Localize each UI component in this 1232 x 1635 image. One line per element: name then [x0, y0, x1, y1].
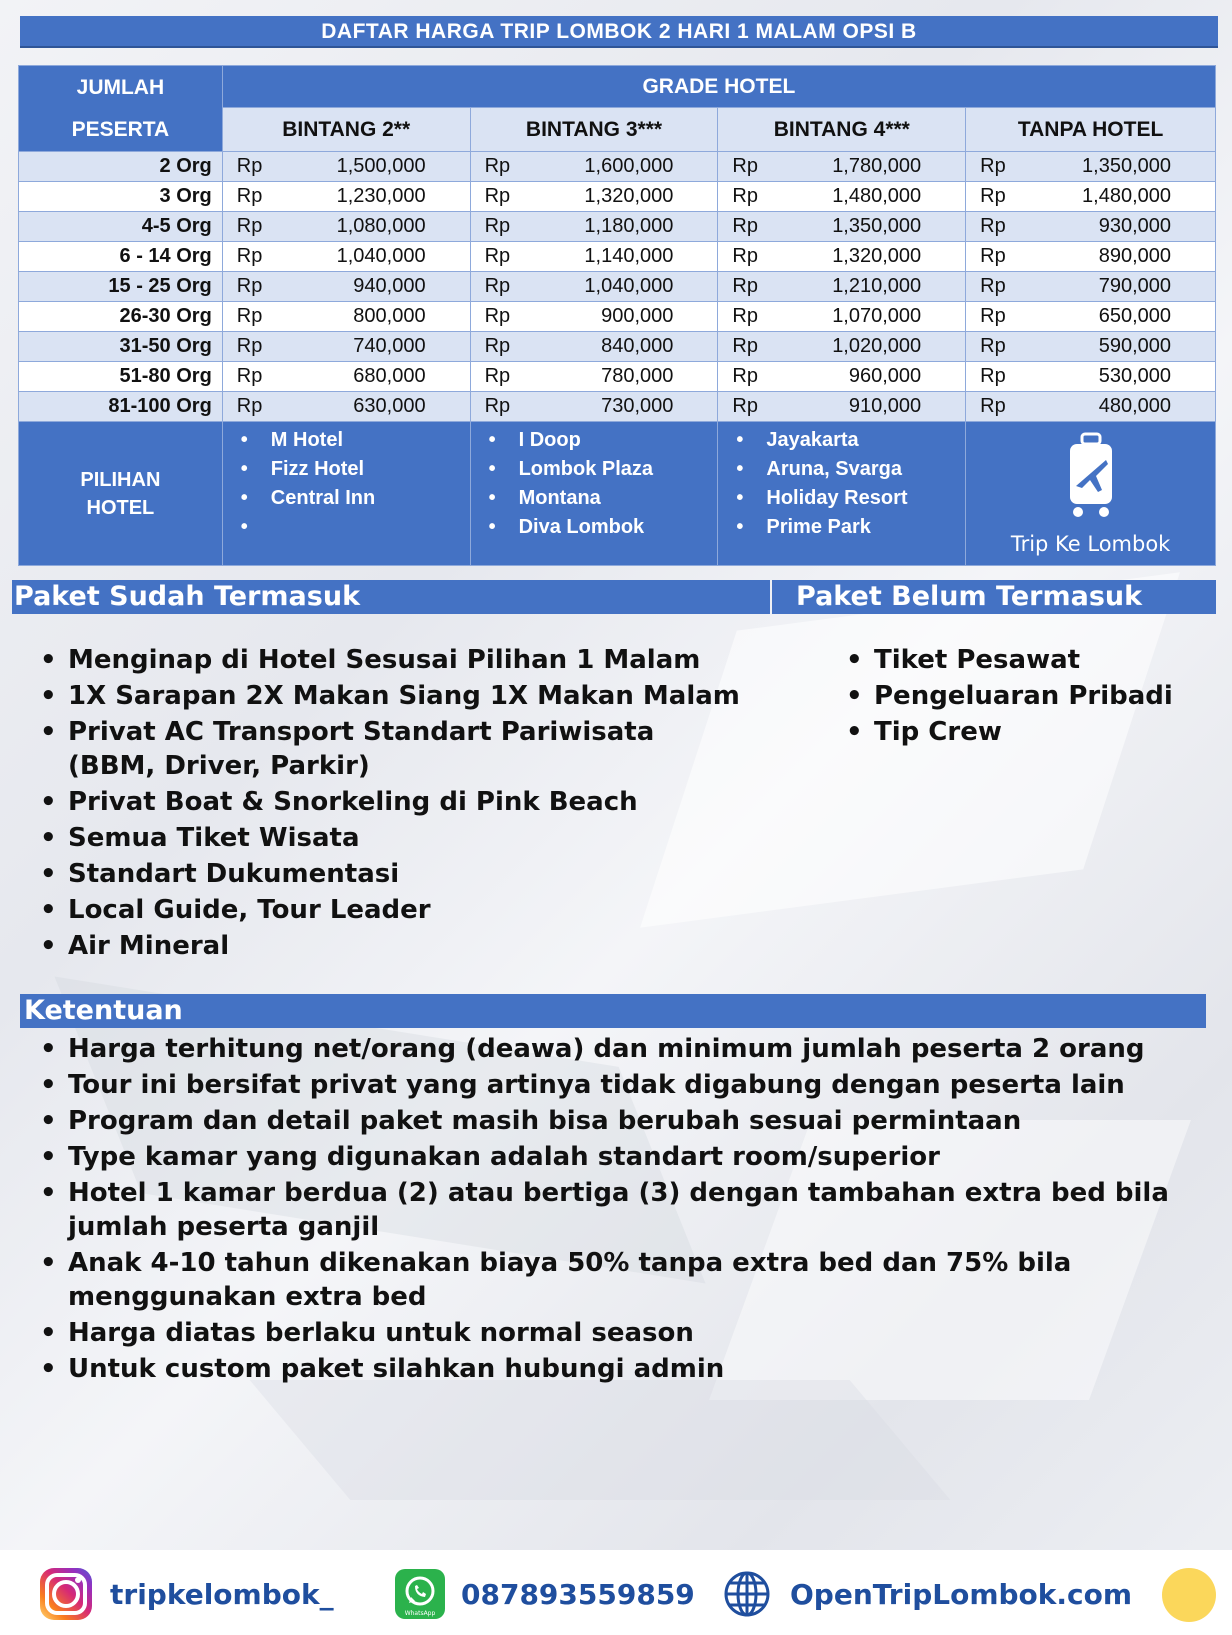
termasuk-heading: Paket Sudah Termasuk	[12, 580, 770, 614]
currency-label: Rp	[236, 185, 263, 207]
price-cell	[966, 302, 1216, 332]
price-cell	[966, 182, 1216, 212]
belum-termasuk-heading: Paket Belum Termasuk	[772, 580, 1216, 614]
table-row	[19, 362, 1216, 392]
list-item: • Anak 4-10 tahun dikenakan biaya 50% tanpa extra bed dan 75% bila menggunakan extra bed	[40, 1246, 1190, 1314]
currency-label: Rp	[732, 155, 758, 177]
list-item: • Tip Crew	[846, 715, 1216, 749]
price-value: 1,350,000	[832, 215, 922, 237]
ketentuan-heading: Ketentuan	[20, 994, 1206, 1028]
price-value: 1,480,000	[1082, 185, 1171, 207]
peserta-cell: 3 Org	[19, 182, 223, 212]
price-value: 960,000	[848, 365, 922, 387]
price-cell	[718, 242, 966, 272]
price-cell	[470, 152, 718, 182]
peserta-cell: 4-5 Org	[19, 212, 223, 242]
currency-label: Rp	[484, 185, 511, 207]
price-value: 1,500,000	[336, 155, 426, 177]
currency-label: Rp	[732, 275, 758, 297]
hotel-item: • M Hotel	[241, 426, 470, 455]
price-cell	[966, 152, 1216, 182]
hotel-list-bintang-4	[718, 422, 966, 566]
currency-label: Rp	[732, 335, 758, 357]
price-cell	[966, 212, 1216, 242]
list-item: • Privat Boat & Snorkeling di Pink Beach	[40, 785, 740, 819]
currency-label: Rp	[980, 215, 1006, 237]
hotel-item: • Holiday Resort	[736, 484, 965, 513]
price-cell	[222, 332, 470, 362]
list-item: • Menginap di Hotel Sesusai Pilihan 1 Malam	[40, 643, 740, 677]
price-value: 1,350,000	[1082, 155, 1171, 177]
price-cell	[222, 242, 470, 272]
header-grade-hotel: GRADE HOTEL	[222, 66, 1215, 108]
currency-label: Rp	[236, 275, 263, 297]
website-url: OpenTripLombok.com	[790, 1577, 1133, 1611]
footer	[0, 1550, 1232, 1635]
price-value: 800,000	[353, 305, 426, 327]
price-cell	[718, 392, 966, 422]
ketentuan-list	[40, 1032, 1190, 1388]
price-cell	[470, 212, 718, 242]
list-item: • Standart Dukumentasi	[40, 857, 740, 891]
list-item: • Hotel 1 kamar berdua (2) atau bertiga (3) dengan tambahan extra bed bila jumlah peserta ganjil	[40, 1176, 1190, 1244]
instagram-link[interactable]	[40, 1568, 334, 1620]
currency-label: Rp	[980, 305, 1006, 327]
hotel-item: • Montana	[489, 484, 718, 513]
currency-label: Rp	[236, 305, 263, 327]
price-cell	[718, 152, 966, 182]
currency-label: Rp	[484, 395, 511, 417]
currency-label: Rp	[980, 245, 1006, 267]
currency-label: Rp	[980, 365, 1006, 387]
currency-label: Rp	[484, 245, 511, 267]
list-item: • Air Mineral	[40, 929, 740, 963]
instagram-handle: tripkelombok_	[110, 1577, 334, 1611]
price-cell	[222, 272, 470, 302]
price-cell	[222, 152, 470, 182]
price-value: 680,000	[353, 365, 426, 387]
hotel-list-bintang-2	[222, 422, 470, 566]
table-row	[19, 242, 1216, 272]
hotel-options-row	[19, 422, 1216, 566]
table-row	[19, 302, 1216, 332]
price-cell	[470, 242, 718, 272]
price-cell	[470, 302, 718, 332]
page-title: DAFTAR HARGA TRIP LOMBOK 2 HARI 1 MALAM OPSI B	[20, 16, 1218, 48]
price-value: 1,070,000	[832, 305, 922, 327]
list-item: • Pengeluaran Pribadi	[846, 679, 1216, 713]
hotel-item: • Lombok Plaza	[489, 455, 718, 484]
table-row	[19, 392, 1216, 422]
instagram-icon	[40, 1568, 92, 1620]
price-value: 890,000	[1098, 245, 1171, 267]
price-value: 1,020,000	[832, 335, 922, 357]
price-value: 650,000	[1098, 305, 1171, 327]
hotel-label: HOTEL	[86, 496, 155, 519]
list-item: • Untuk custom paket silahkan hubungi admin	[40, 1352, 1190, 1386]
price-cell	[222, 182, 470, 212]
trip-ke-lombok-logo	[966, 422, 1216, 566]
currency-label: Rp	[484, 215, 511, 237]
termasuk-list	[40, 643, 740, 965]
price-cell	[718, 272, 966, 302]
currency-label: Rp	[980, 185, 1006, 207]
globe-icon	[722, 1569, 772, 1619]
whatsapp-icon-label: WhatsApp	[404, 1610, 436, 1617]
price-value: 1,040,000	[584, 275, 674, 297]
currency-label: Rp	[484, 335, 511, 357]
currency-label: Rp	[484, 305, 511, 327]
list-item: • Type kamar yang digunakan adalah standart room/superior	[40, 1140, 1190, 1174]
hotel-item: • Aruna, Svarga	[736, 455, 965, 484]
currency-label: Rp	[236, 335, 263, 357]
price-cell	[222, 362, 470, 392]
peserta-cell: 26-30 Org	[19, 302, 223, 332]
price-value: 630,000	[353, 395, 426, 417]
header-jumlah: JUMLAH	[76, 75, 165, 99]
belum-termasuk-list	[846, 643, 1216, 751]
price-value: 1,080,000	[336, 215, 426, 237]
price-value: 1,230,000	[336, 185, 426, 207]
peserta-cell: 15 - 25 Org	[19, 272, 223, 302]
table-row	[19, 332, 1216, 362]
table-row	[19, 272, 1216, 302]
currency-label: Rp	[732, 365, 758, 387]
currency-label: Rp	[236, 365, 263, 387]
currency-label: Rp	[236, 395, 263, 417]
price-value: 530,000	[1098, 365, 1171, 387]
price-value: 1,320,000	[832, 245, 922, 267]
price-cell	[718, 362, 966, 392]
price-cell	[718, 332, 966, 362]
price-cell	[222, 302, 470, 332]
price-value: 1,480,000	[832, 185, 922, 207]
price-cell	[470, 362, 718, 392]
price-cell	[718, 212, 966, 242]
whatsapp-icon	[395, 1569, 445, 1619]
price-value: 590,000	[1098, 335, 1171, 357]
peserta-cell: 51-80 Org	[19, 362, 223, 392]
price-value: 790,000	[1098, 275, 1171, 297]
pilihan-hotel-label	[19, 422, 223, 566]
price-value: 910,000	[848, 395, 922, 417]
price-value: 480,000	[1098, 395, 1171, 417]
table-row	[19, 182, 1216, 212]
header-bintang-2: BINTANG 2**	[222, 108, 470, 152]
header-tanpa-hotel: TANPA HOTEL	[966, 108, 1216, 152]
currency-label: Rp	[484, 155, 511, 177]
currency-label: Rp	[980, 395, 1006, 417]
price-value: 1,180,000	[584, 215, 674, 237]
price-cell	[470, 272, 718, 302]
currency-label: Rp	[980, 275, 1006, 297]
price-value: 930,000	[1098, 215, 1171, 237]
list-item: • Semua Tiket Wisata	[40, 821, 740, 855]
logo-text: Trip Ke Lombok	[1010, 531, 1171, 556]
hotel-item: • I Doop	[489, 426, 718, 455]
price-value: 1,320,000	[584, 185, 674, 207]
list-item: • Program dan detail paket masih bisa berubah sesuai permintaan	[40, 1104, 1190, 1138]
hotel-item	[241, 513, 470, 542]
peserta-cell: 6 - 14 Org	[19, 242, 223, 272]
list-item: • 1X Sarapan 2X Makan Siang 1X Makan Malam	[40, 679, 740, 713]
price-cell	[470, 182, 718, 212]
list-item: • Tour ini bersifat privat yang artinya tidak digabung dengan peserta lain	[40, 1068, 1190, 1102]
currency-label: Rp	[236, 155, 263, 177]
price-value: 900,000	[601, 305, 674, 327]
price-cell	[470, 332, 718, 362]
header-bintang-4: BINTANG 4***	[718, 108, 966, 152]
header-peserta: PESERTA	[71, 117, 170, 141]
currency-label: Rp	[732, 305, 758, 327]
hotel-item: • Diva Lombok	[489, 513, 718, 542]
price-cell	[718, 182, 966, 212]
peserta-cell: 2 Org	[19, 152, 223, 182]
price-value: 1,210,000	[832, 275, 922, 297]
price-value: 1,140,000	[584, 245, 674, 267]
price-cell	[222, 212, 470, 242]
price-cell	[966, 242, 1216, 272]
list-item: • Privat AC Transport Standart Pariwisata (BBM, Driver, Parkir)	[40, 715, 740, 783]
price-value: 1,040,000	[336, 245, 426, 267]
list-item: • Harga diatas berlaku untuk normal season	[40, 1316, 1190, 1350]
peserta-cell: 31-50 Org	[19, 332, 223, 362]
price-value: 840,000	[601, 335, 674, 357]
price-cell	[966, 392, 1216, 422]
header-bintang-3: BINTANG 3***	[470, 108, 718, 152]
list-item: • Local Guide, Tour Leader	[40, 893, 740, 927]
price-value: 1,780,000	[832, 155, 922, 177]
whatsapp-link[interactable]	[395, 1568, 695, 1620]
header-jumlah-peserta	[19, 66, 223, 152]
table-row	[19, 152, 1216, 182]
hotel-item: • Jayakarta	[736, 426, 965, 455]
pilihan-label: PILIHAN	[80, 468, 161, 491]
price-value: 730,000	[601, 395, 674, 417]
currency-label: Rp	[236, 215, 263, 237]
price-cell	[470, 392, 718, 422]
table-row	[19, 212, 1216, 242]
price-cell	[718, 302, 966, 332]
whatsapp-number: 087893559859	[461, 1577, 695, 1611]
price-table	[18, 65, 1216, 566]
currency-label: Rp	[484, 365, 511, 387]
currency-label: Rp	[236, 245, 263, 267]
list-item: • Tiket Pesawat	[846, 643, 1216, 677]
price-cell	[222, 392, 470, 422]
currency-label: Rp	[732, 395, 758, 417]
list-item: • Harga terhitung net/orang (deawa) dan minimum jumlah peserta 2 orang	[40, 1032, 1190, 1066]
price-cell	[966, 272, 1216, 302]
price-value: 1,600,000	[584, 155, 674, 177]
currency-label: Rp	[484, 275, 511, 297]
hotel-item: • Central Inn	[241, 484, 470, 513]
price-value: 780,000	[601, 365, 674, 387]
hotel-list-bintang-3	[470, 422, 718, 566]
website-link[interactable]	[722, 1568, 1132, 1620]
price-value: 740,000	[353, 335, 426, 357]
hotel-item: • Fizz Hotel	[241, 455, 470, 484]
decorative-dot	[1162, 1568, 1216, 1622]
price-cell	[966, 362, 1216, 392]
price-value: 940,000	[353, 275, 426, 297]
peserta-cell: 81-100 Org	[19, 392, 223, 422]
currency-label: Rp	[980, 155, 1006, 177]
currency-label: Rp	[732, 185, 758, 207]
currency-label: Rp	[980, 335, 1006, 357]
hotel-item: • Prime Park	[736, 513, 965, 542]
suitcase-plane-icon	[1056, 432, 1126, 524]
currency-label: Rp	[732, 215, 758, 237]
currency-label: Rp	[732, 245, 758, 267]
bg-shape	[250, 1380, 951, 1500]
price-cell	[966, 332, 1216, 362]
